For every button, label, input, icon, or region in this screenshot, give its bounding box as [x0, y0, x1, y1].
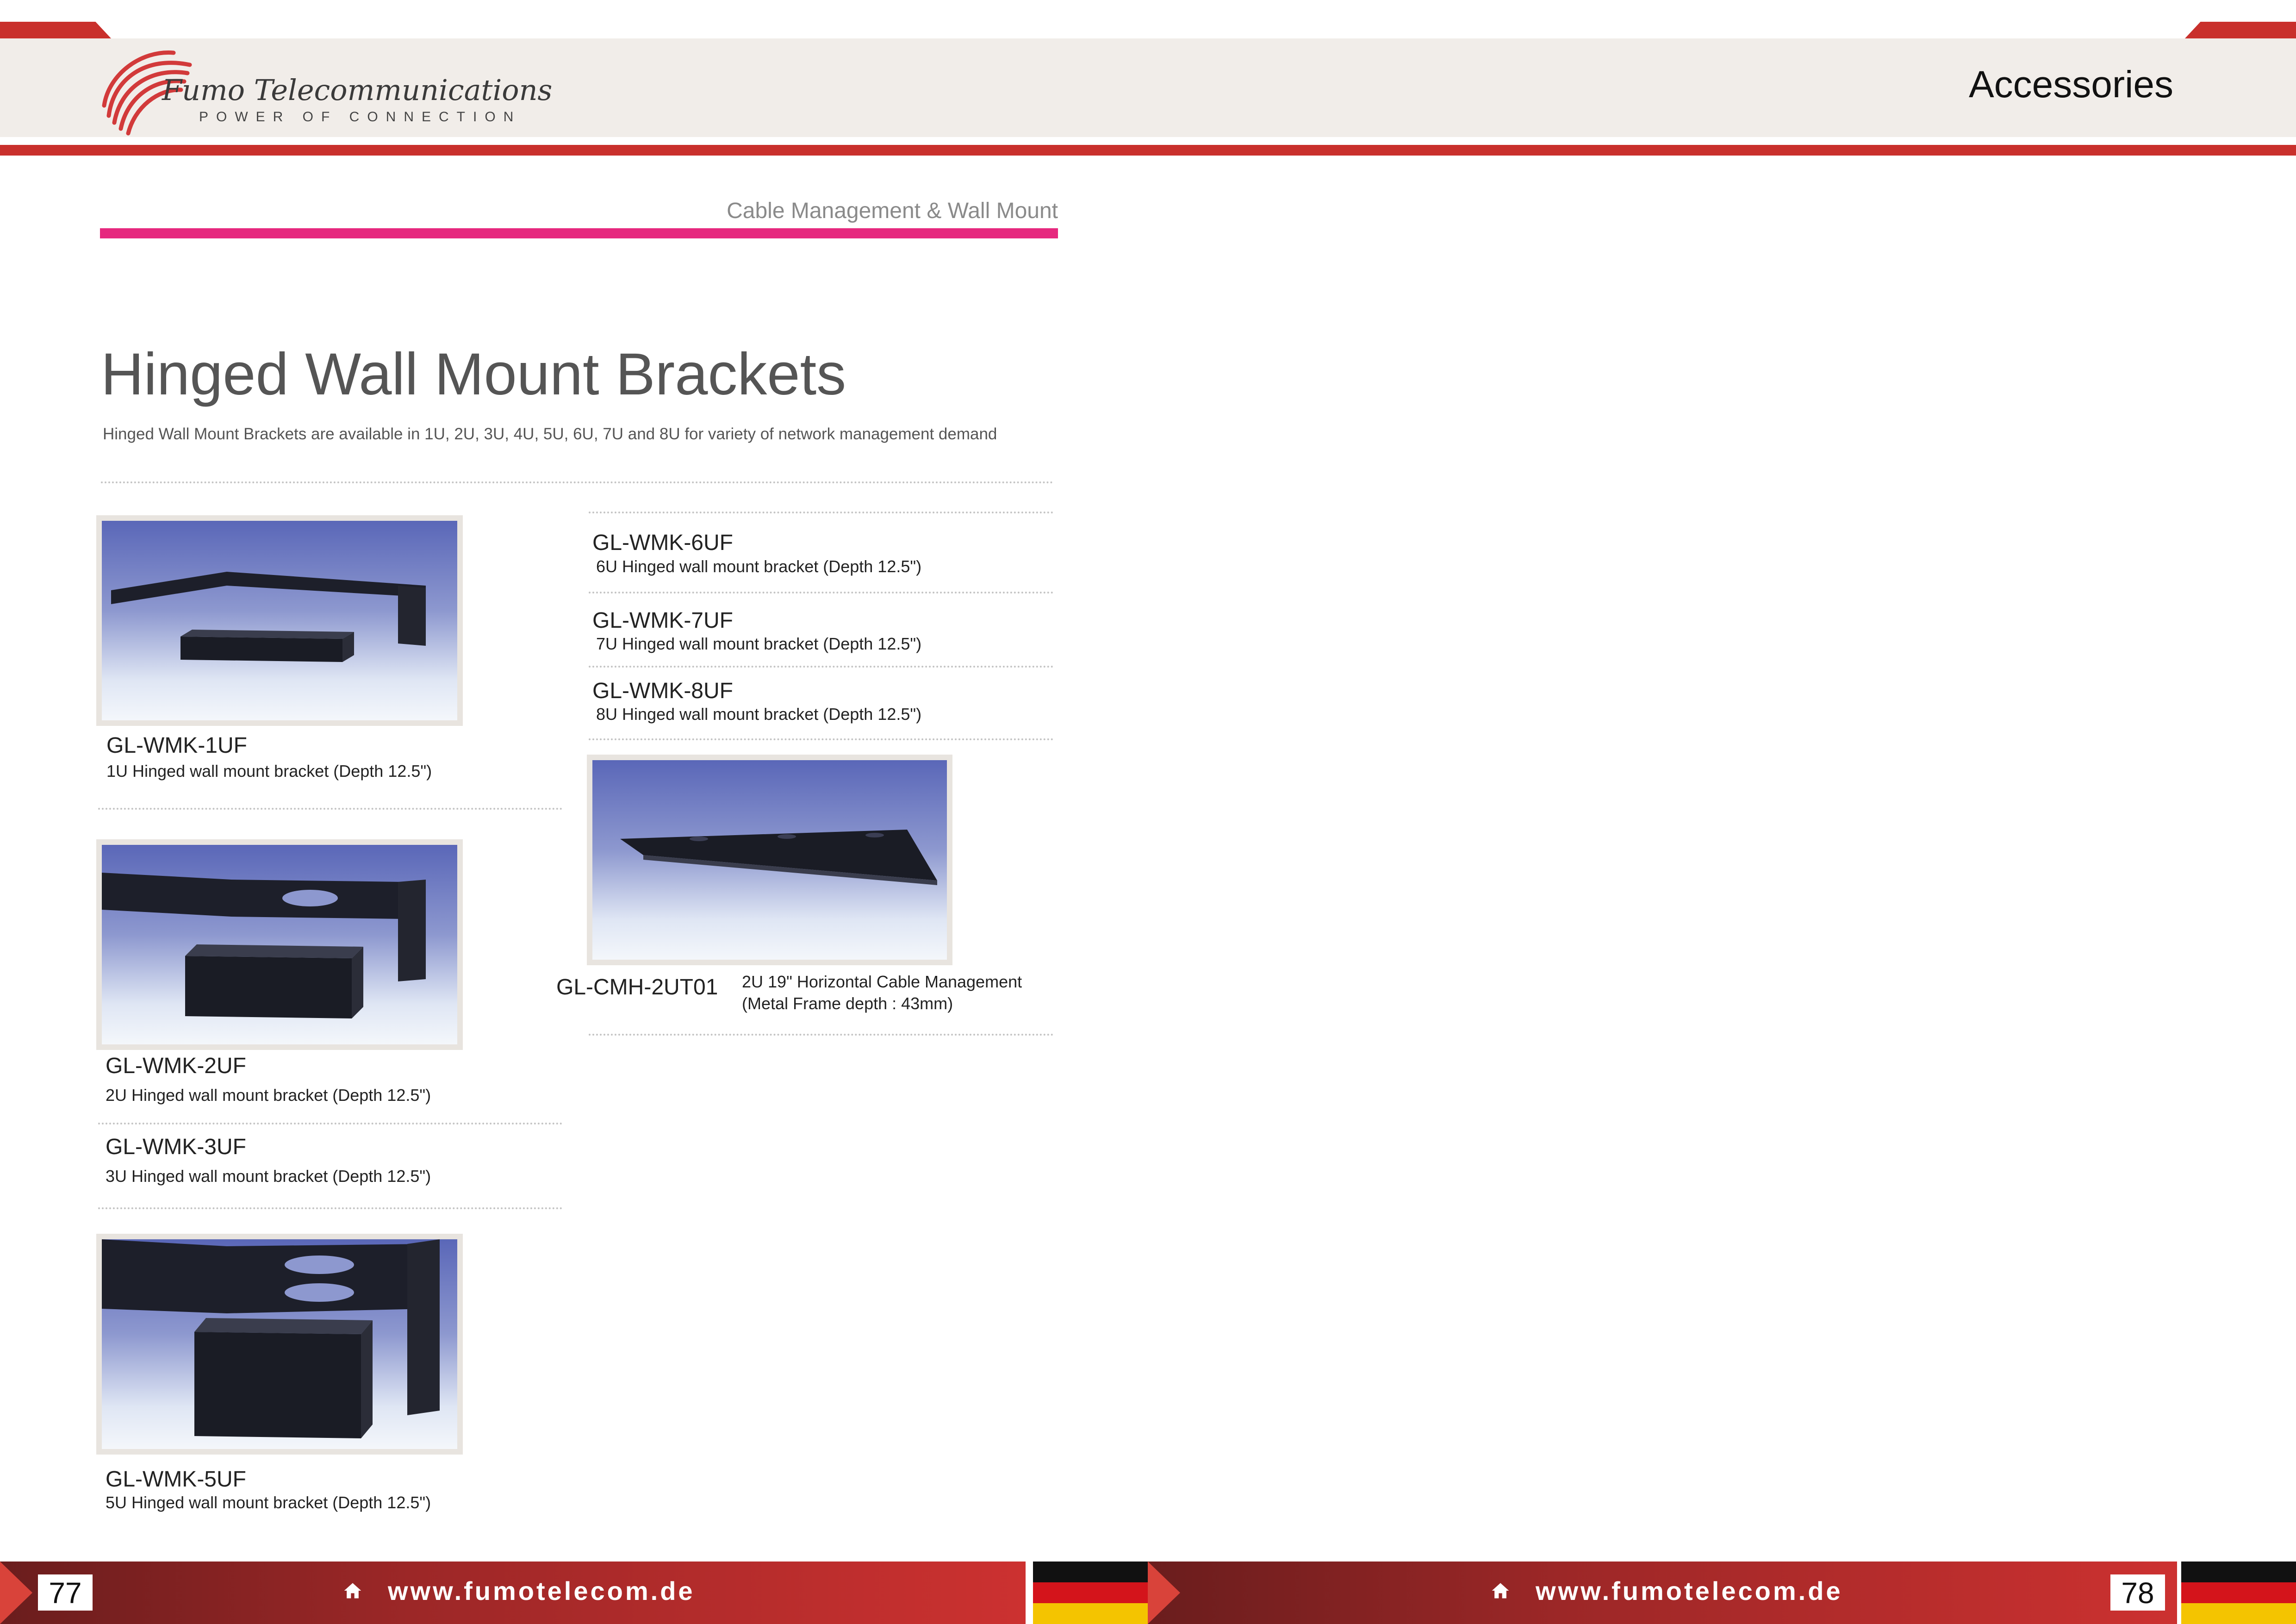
header-tab-right	[2185, 22, 2296, 38]
header-red-line	[0, 145, 2296, 156]
divider	[589, 738, 1053, 740]
divider	[101, 481, 1053, 483]
product-code-cmh: GL-CMH-2UT01	[556, 975, 718, 999]
product-photo-2uf	[96, 839, 463, 1050]
product-code-5uf: GL-WMK-5UF	[106, 1467, 246, 1492]
divider	[98, 1123, 562, 1124]
divider	[98, 1207, 562, 1209]
product-code-1uf: GL-WMK-1UF	[106, 733, 247, 758]
footer-url-left[interactable]: www.fumotelecom.de	[388, 1576, 695, 1605]
section-title: Accessories	[1968, 63, 2173, 106]
divider	[589, 1034, 1053, 1036]
product-photo-cmh	[587, 755, 952, 965]
product-desc-2uf: 2U Hinged wall mount bracket (Depth 12.5")	[106, 1086, 431, 1105]
product-code-3uf: GL-WMK-3UF	[106, 1135, 246, 1159]
divider	[589, 666, 1053, 668]
product-desc-3uf: 3U Hinged wall mount bracket (Depth 12.5")	[106, 1167, 431, 1186]
product-desc-6uf: 6U Hinged wall mount bracket (Depth 12.5")	[596, 557, 922, 576]
product-desc-cmh-line1: 2U 19" Horizontal Cable Management	[742, 972, 1022, 991]
home-icon	[1490, 1580, 1511, 1601]
divider	[98, 808, 562, 810]
divider	[589, 512, 1053, 513]
divider	[589, 592, 1053, 593]
product-desc-7uf: 7U Hinged wall mount bracket (Depth 12.5")	[596, 634, 922, 653]
footer-url-right[interactable]: www.fumotelecom.de	[1536, 1576, 1843, 1605]
product-code-6uf: GL-WMK-6UF	[592, 531, 733, 555]
company-name: Fumo Telecommunications	[162, 73, 553, 107]
product-code-2uf: GL-WMK-2UF	[106, 1054, 246, 1078]
page-number-left: 77	[38, 1574, 93, 1611]
flag-germany-left	[1033, 1562, 1148, 1624]
category-label: Cable Management & Wall Mount	[727, 199, 1058, 223]
flag-germany-right	[2181, 1562, 2296, 1624]
company-tagline: POWER OF CONNECTION	[199, 109, 522, 125]
product-desc-5uf: 5U Hinged wall mount bracket (Depth 12.5")	[106, 1493, 431, 1512]
category-bar	[100, 228, 1058, 238]
product-desc-cmh-line2: (Metal Frame depth : 43mm)	[742, 994, 953, 1013]
product-code-8uf: GL-WMK-8UF	[592, 679, 733, 703]
header-tab-left	[0, 22, 111, 38]
product-code-7uf: GL-WMK-7UF	[592, 608, 733, 633]
page-description: Hinged Wall Mount Brackets are available in 1U, 2U, 3U, 4U, 5U, 6U, 7U and 8U for variety of network management demand	[103, 425, 997, 443]
product-desc-8uf: 8U Hinged wall mount bracket (Depth 12.5")	[596, 705, 922, 724]
product-desc-1uf: 1U Hinged wall mount bracket (Depth 12.5")	[106, 762, 432, 781]
product-photo-5uf	[96, 1234, 463, 1455]
page-title: Hinged Wall Mount Brackets	[101, 341, 846, 407]
home-icon	[342, 1580, 363, 1601]
product-photo-1uf	[96, 515, 463, 726]
page-number-right: 78	[2110, 1574, 2165, 1611]
